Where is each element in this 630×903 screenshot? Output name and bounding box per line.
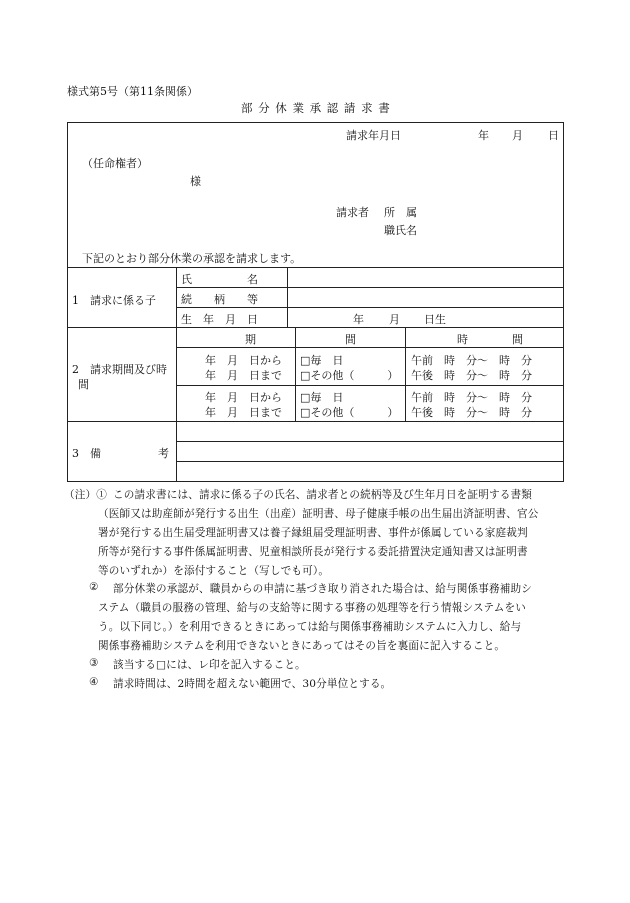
birth-year: 年 bbox=[353, 313, 364, 326]
note-1-line: 所等が発行する事件係属証明書、児童相談所長が発行する委託措置決定通知書又は証明書 bbox=[98, 546, 528, 558]
note-2-line: ステム（職員の服務の管理、給与の支給等に関する事務の処理等を行う情報システムをい bbox=[98, 602, 526, 614]
period-from: 年 月 日から bbox=[205, 391, 282, 404]
time-pm: 午後 時 分～ 時 分 bbox=[411, 406, 532, 419]
divider bbox=[67, 327, 564, 328]
note-prefix: （注）① bbox=[64, 489, 107, 501]
time-pm: 午後 時 分～ 時 分 bbox=[411, 369, 532, 382]
child-name-label: 氏 名 bbox=[181, 273, 258, 286]
request-date-label: 請求年月日 bbox=[346, 129, 401, 142]
requester-affiliation: 所 属 bbox=[384, 206, 417, 219]
birth-day: 日生 bbox=[424, 313, 446, 326]
note-1-line: この請求書には、請求に係る子の氏名、請求者との続柄等及び生年月日を証明する書類 bbox=[113, 489, 533, 501]
birth-month: 月 bbox=[389, 313, 400, 326]
form-number-label: 様式第5号（第11条関係） bbox=[67, 85, 198, 98]
time-am: 午前 時 分～ 時 分 bbox=[411, 354, 532, 367]
request-date-day: 日 bbox=[548, 129, 559, 142]
note-4-marker: ④ bbox=[89, 676, 99, 688]
appointer-sama: 様 bbox=[190, 175, 201, 188]
divider bbox=[176, 267, 177, 482]
note-2-line: 関係事務補助システムを利用できないときにあってはその旨を裏面に記入すること。 bbox=[98, 640, 506, 652]
time-am: 午前 時 分～ 時 分 bbox=[411, 391, 532, 404]
note-3-line: 該当する□には、レ印を記入すること。 bbox=[113, 659, 306, 671]
note-4-line: 請求時間は、2時間を超えない範囲で、30分単位とする。 bbox=[113, 678, 392, 690]
section3-title-end: 考 bbox=[158, 447, 169, 460]
request-date-year: 年 bbox=[478, 129, 489, 142]
divider bbox=[176, 385, 564, 386]
section3-title: 3 備 bbox=[72, 447, 101, 460]
note-2-line: う。以下同じ。）を利用できるときにあっては給与関係事務補助システムに入力し、給与 bbox=[98, 621, 522, 633]
note-2-line: 部分休業の承認が、職員からの申請に基づき取り消された場合は、給与関係事務補助シ bbox=[113, 583, 533, 595]
divider bbox=[176, 287, 564, 288]
col-period-a: 期 bbox=[245, 333, 256, 346]
divider bbox=[176, 347, 564, 348]
option-every-day: □毎 日 bbox=[300, 354, 344, 367]
birthdate-label: 生 年 月 日 bbox=[181, 313, 258, 326]
period-to: 年 月 日まで bbox=[205, 369, 282, 382]
note-1-line: 等のいずれか）を添付すること（写しでも可）。 bbox=[98, 565, 330, 577]
option-every-day: □毎 日 bbox=[300, 391, 344, 404]
divider bbox=[176, 461, 564, 462]
divider bbox=[405, 327, 406, 421]
note-1-line: 署が発行する出生届受理証明書又は養子縁組届受理証明書、事件が係属している家庭裁判 bbox=[98, 527, 528, 539]
section1-title: 1 請求に係る子 bbox=[72, 294, 156, 307]
section2-title-cont: 間 bbox=[78, 378, 89, 391]
note-3-marker: ③ bbox=[89, 657, 99, 669]
relation-label: 続 柄 等 bbox=[181, 293, 258, 306]
appointer-label: （任命権者） bbox=[82, 157, 148, 170]
intro-text: 下記のとおり部分休業の承認を請求します。 bbox=[82, 252, 302, 265]
note-2-marker: ② bbox=[89, 581, 99, 593]
divider bbox=[67, 421, 564, 422]
divider bbox=[176, 307, 564, 308]
divider bbox=[176, 441, 564, 442]
note-1-line: （医師又は助産師が発行する出生（出産）証明書、母子健康手帳の出生届出済証明書、官公 bbox=[98, 508, 539, 520]
col-time: 時 間 bbox=[457, 333, 523, 346]
divider bbox=[287, 267, 288, 327]
section2-title: 2 請求期間及び時 bbox=[72, 363, 167, 376]
page-title: 部 分 休 業 承 認 請 求 書 bbox=[241, 101, 391, 115]
divider bbox=[295, 327, 296, 421]
col-period-b: 間 bbox=[345, 333, 356, 346]
period-from: 年 月 日から bbox=[205, 354, 282, 367]
request-date-month: 月 bbox=[512, 129, 523, 142]
divider bbox=[67, 267, 564, 268]
option-other: □その他（ ） bbox=[300, 369, 399, 382]
requester-label: 請求者 bbox=[336, 206, 369, 219]
option-other: □その他（ ） bbox=[300, 406, 399, 419]
period-to: 年 月 日まで bbox=[205, 406, 282, 419]
requester-name-label: 職氏名 bbox=[384, 224, 417, 237]
